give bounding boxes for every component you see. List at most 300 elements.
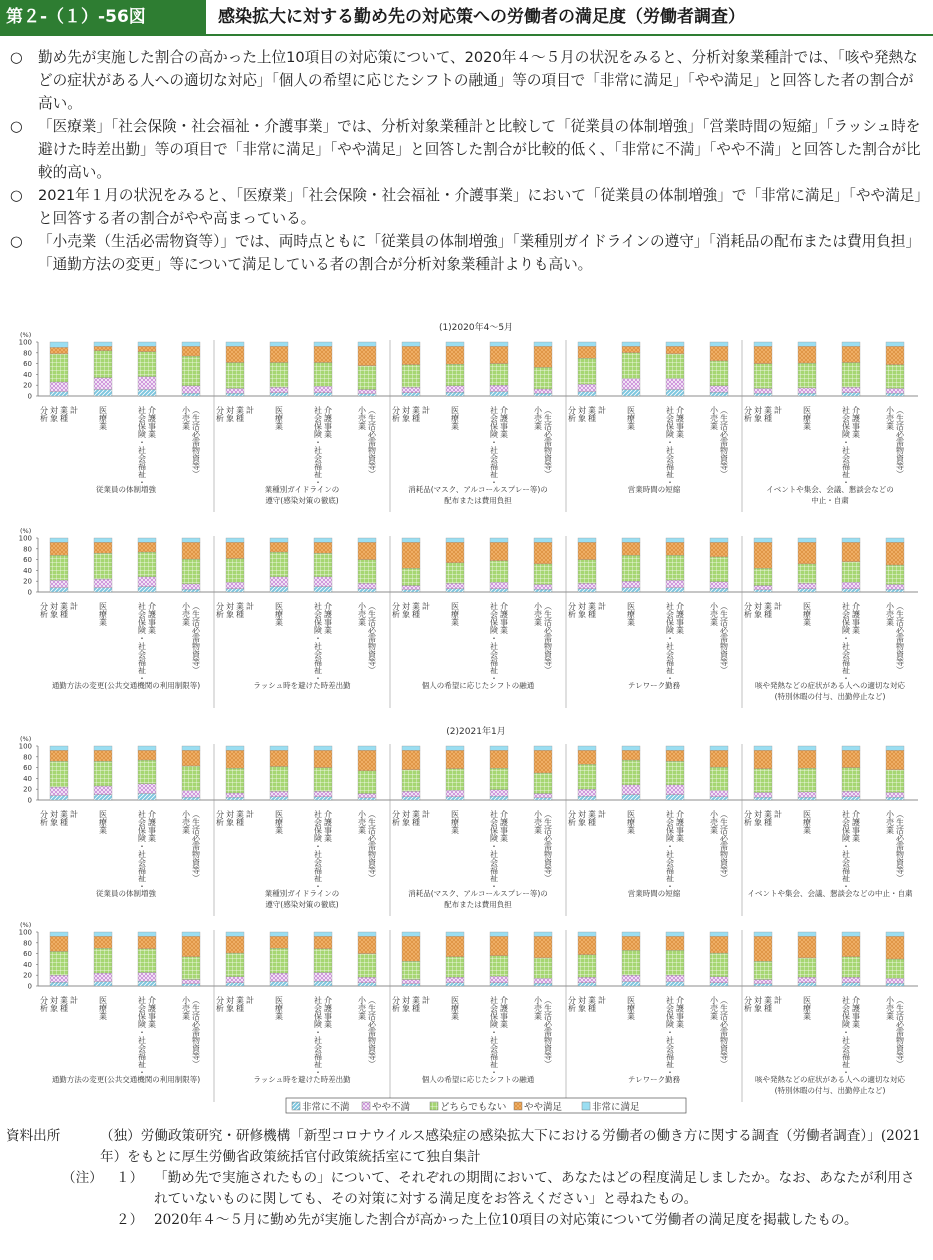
bar-segment xyxy=(226,797,244,800)
category-label: （生活必需物資等） xyxy=(543,996,553,1068)
bar-segment xyxy=(622,975,640,981)
bar-segment xyxy=(578,538,596,542)
bar-segment xyxy=(402,932,420,936)
category-label: 介護事業 xyxy=(499,996,509,1028)
measure-label: 消耗品(マスク、アルコールスプレー等)の xyxy=(408,485,548,494)
bar-segment xyxy=(138,552,156,577)
bar-segment xyxy=(94,351,112,378)
category-label: 業種 xyxy=(587,602,597,618)
category-label: 分析 xyxy=(39,996,49,1012)
category-label: 業種 xyxy=(411,810,421,826)
bar-segment xyxy=(754,586,772,590)
bar-segment xyxy=(754,961,772,979)
category-label: 介護事業 xyxy=(147,810,157,842)
measure-label: 従業員の体制増強 xyxy=(96,485,156,494)
bar-segment xyxy=(446,746,464,750)
bar-segment xyxy=(578,983,596,986)
bar-segment xyxy=(50,750,68,761)
bar-segment xyxy=(50,342,68,347)
category-label: 社会保険・社会福祉・ xyxy=(489,602,499,682)
source-label: 資料出所 xyxy=(6,1128,61,1144)
bar-segment xyxy=(182,538,200,542)
bar-segment xyxy=(842,393,860,396)
bar-segment xyxy=(842,342,860,346)
y-tick-label: 40 xyxy=(23,566,32,575)
bar-segment xyxy=(270,936,288,948)
bullet-mark: ○ xyxy=(10,118,23,135)
bar-segment xyxy=(622,795,640,800)
bar-segment xyxy=(886,538,904,542)
bar-segment xyxy=(754,342,772,346)
category-label: 小売業 xyxy=(357,996,367,1020)
category-label: 対象 xyxy=(49,602,59,618)
measure-label: 業種別ガイドラインの xyxy=(264,889,340,898)
y-tick-label: 80 xyxy=(23,545,32,554)
bar-segment xyxy=(446,386,464,392)
category-label: 小売業 xyxy=(709,996,719,1020)
bar-segment xyxy=(270,746,288,750)
bar-segment xyxy=(182,766,200,791)
category-label: 計 xyxy=(597,996,607,1004)
y-tick-label: 60 xyxy=(23,556,32,565)
bullet-mark: ○ xyxy=(10,233,23,250)
bar-segment xyxy=(138,936,156,948)
bullet-mark: ○ xyxy=(10,187,23,204)
bar-segment xyxy=(94,588,112,592)
summary-text xyxy=(6,46,924,276)
legend-swatch xyxy=(292,1102,300,1110)
bar-segment xyxy=(886,978,904,983)
bar-segment xyxy=(314,587,332,592)
measure-label: 咳や発熱などの症状がある人への適切な対応 xyxy=(755,681,905,690)
category-label: （生活必需物資等） xyxy=(895,810,905,882)
category-label: 業種 xyxy=(587,810,597,826)
bar-segment xyxy=(622,353,640,379)
y-tick-label: 100 xyxy=(18,742,32,751)
bar-segment xyxy=(754,364,772,389)
bar-segment xyxy=(754,346,772,363)
category-label: 対象 xyxy=(753,810,763,826)
bar-segment xyxy=(270,791,288,796)
bar-segment xyxy=(490,796,508,800)
note-number: １） xyxy=(116,1170,144,1186)
bullet-mark: ○ xyxy=(10,49,23,66)
bar-segment xyxy=(138,981,156,986)
bar-segment xyxy=(798,936,816,958)
category-label: 対象 xyxy=(49,996,59,1012)
bar-segment xyxy=(710,953,728,977)
bar-segment xyxy=(50,796,68,800)
bar-segment xyxy=(666,379,684,390)
category-label: 社会保険・社会福祉・ xyxy=(137,810,147,890)
bar-segment xyxy=(446,936,464,957)
category-label: 小売業 xyxy=(181,810,191,834)
category-label: （生活必需物資等） xyxy=(719,810,729,882)
bar-segment xyxy=(666,580,684,588)
y-tick-label: 80 xyxy=(23,349,32,358)
summary-bullet xyxy=(6,184,924,230)
category-label: 計 xyxy=(773,996,783,1004)
category-label: 医療業 xyxy=(450,602,460,626)
bar-segment xyxy=(886,797,904,800)
category-label: 介護事業 xyxy=(851,810,861,842)
measure-label: (特別休暇の付与、出勤停止など) xyxy=(774,692,886,701)
category-label: （生活必需物資等） xyxy=(895,602,905,674)
category-label: 社会保険・社会福祉・ xyxy=(137,996,147,1076)
figure-title: 感染拡大に対する勤め先の対応策への労働者の満足度（労働者調査） xyxy=(218,7,745,27)
bar-segment xyxy=(358,538,376,542)
bar-segment xyxy=(226,363,244,389)
bar-segment xyxy=(754,542,772,568)
bar-segment xyxy=(666,932,684,936)
bar-segment xyxy=(358,746,376,750)
measure-label: イベントや集会、会議、懇談会などの中止・自粛 xyxy=(747,889,913,898)
bar-segment xyxy=(314,342,332,346)
measure-label: 配布または費用負担 xyxy=(444,900,512,909)
bar-segment xyxy=(94,579,112,588)
note-text: 2020年４～５月に勤め先が実施した割合が高かった上位10項目の対応策について労働者の満足度を掲載したもの。 xyxy=(154,1212,858,1228)
category-label: 計 xyxy=(421,602,431,610)
bar-segment xyxy=(138,949,156,973)
bar-segment xyxy=(270,387,288,392)
category-label: （生活必需物資等） xyxy=(719,602,729,674)
bar-segment xyxy=(50,354,68,382)
bar-segment xyxy=(886,365,904,389)
measure-label: (特別休暇の付与、出勤停止など) xyxy=(774,1086,886,1095)
bar-segment xyxy=(710,557,728,582)
category-label: 分析 xyxy=(743,996,753,1012)
bar-segment xyxy=(446,769,464,791)
category-label: 計 xyxy=(69,810,79,818)
category-label: 小売業 xyxy=(709,810,719,834)
bar-segment xyxy=(798,932,816,936)
measure-label: 消耗品(マスク、アルコールスプレー等)の xyxy=(408,889,548,898)
bar-segment xyxy=(754,932,772,936)
category-label: 社会保険・社会福祉・ xyxy=(313,602,323,682)
bar-segment xyxy=(182,936,200,957)
bar-segment xyxy=(226,793,244,797)
category-label: 社会保険・社会福祉・ xyxy=(313,996,323,1076)
bar-segment xyxy=(402,936,420,961)
category-label: 対象 xyxy=(577,996,587,1012)
bar-segment xyxy=(578,955,596,978)
category-label: 対象 xyxy=(577,810,587,826)
bar-segment xyxy=(754,388,772,393)
category-label: 分析 xyxy=(215,406,225,422)
bar-segment xyxy=(358,771,376,794)
bar-segment xyxy=(182,746,200,750)
category-label: （生活必需物資等） xyxy=(191,996,201,1068)
bar-segment xyxy=(710,746,728,750)
bar-segment xyxy=(226,746,244,750)
bar-segment xyxy=(358,394,376,396)
bar-segment xyxy=(138,746,156,750)
category-label: 業種 xyxy=(763,810,773,826)
bar-segment xyxy=(578,750,596,764)
bar-segment xyxy=(666,950,684,975)
bar-segment xyxy=(622,542,640,555)
bar-segment xyxy=(578,358,596,384)
bullet-text: 勤め先が実施した割合の高かった上位10項目の対応策について、2020年４～５月の状況をみると、分析対象業種計では、「咳や発熱などの症状がある人への適切な対応」「個人の希望に応じたシフトの融通」等の項目で「非常に満足」「やや満足」と回答した者の割合が高い。 xyxy=(38,49,918,112)
category-label: 業種 xyxy=(411,602,421,618)
bar-segment xyxy=(226,559,244,583)
note-text: 「勤め先で実施されたもの」について、それぞれの期間において、あなたはどの程度満足しましたか。なお、あなたが利用されていないものに関しても、その対策に対する満足度をお答えください」と尋ねたもの。 xyxy=(154,1170,915,1207)
category-label: 計 xyxy=(245,602,255,610)
bar-segment xyxy=(622,950,640,975)
y-tick-label: 20 xyxy=(23,381,32,390)
bar-segment xyxy=(94,553,112,579)
bar-segment xyxy=(270,750,288,766)
category-label: 分析 xyxy=(391,602,401,618)
bar-segment xyxy=(798,983,816,986)
bar-segment xyxy=(358,936,376,953)
category-label: 計 xyxy=(773,810,783,818)
summary-bullet xyxy=(6,46,924,115)
bar-segment xyxy=(886,388,904,393)
bar-segment xyxy=(138,784,156,794)
bar-segment xyxy=(314,981,332,986)
bar-segment xyxy=(666,982,684,986)
bar-segment xyxy=(798,768,816,792)
bar-segment xyxy=(50,951,68,975)
bar-segment xyxy=(94,932,112,936)
bar-segment xyxy=(446,364,464,386)
bar-segment xyxy=(578,583,596,588)
bar-segment xyxy=(446,977,464,982)
category-label: 介護事業 xyxy=(323,406,333,438)
footer-notes xyxy=(6,1126,926,1231)
y-tick-label: 20 xyxy=(23,785,32,794)
bar-segment xyxy=(94,786,112,795)
y-tick-label: 80 xyxy=(23,753,32,762)
category-label: 介護事業 xyxy=(675,406,685,438)
bar-segment xyxy=(314,949,332,973)
bar-segment xyxy=(50,761,68,787)
measure-label: 従業員の体制増強 xyxy=(96,889,156,898)
category-label: 医療業 xyxy=(274,996,284,1020)
category-label: 対象 xyxy=(753,602,763,618)
bar-segment xyxy=(50,746,68,750)
category-label: 介護事業 xyxy=(499,406,509,438)
category-label: 医療業 xyxy=(98,810,108,834)
category-label: 業種 xyxy=(235,602,245,618)
bar-segment xyxy=(842,363,860,388)
category-label: 業種 xyxy=(763,406,773,422)
bar-segment xyxy=(358,794,376,798)
legend-label: どちらでもない xyxy=(440,1102,507,1113)
bullet-text: 2021年１月の状況をみると、「医療業」「社会保険・社会福祉・介護事業」において「従業員の体制増強」で「非常に満足」「やや満足」と回答する者の割合がやや高まっている。 xyxy=(38,187,922,227)
bar-segment xyxy=(578,746,596,750)
bar-segment xyxy=(182,750,200,766)
bar-segment xyxy=(226,582,244,588)
note-2 xyxy=(6,1210,926,1231)
bar-segment xyxy=(666,750,684,761)
bar-segment xyxy=(754,590,772,592)
category-label: 業種 xyxy=(59,602,69,618)
bar-segment xyxy=(94,795,112,800)
measure-label: 営業時間の短縮 xyxy=(627,485,681,494)
bar-segment xyxy=(182,346,200,356)
bar-segment xyxy=(578,560,596,584)
bar-segment xyxy=(314,768,332,792)
bar-segment xyxy=(314,553,332,577)
category-label: 計 xyxy=(69,406,79,414)
bar-segment xyxy=(94,973,112,982)
bar-segment xyxy=(50,975,68,982)
bar-segment xyxy=(182,386,200,394)
bar-segment xyxy=(842,387,860,392)
category-label: 介護事業 xyxy=(851,996,861,1028)
bar-segment xyxy=(138,377,156,390)
bar-segment xyxy=(226,589,244,592)
category-label: （生活必需物資等） xyxy=(191,602,201,674)
y-tick-label: 60 xyxy=(23,360,32,369)
bar-segment xyxy=(138,390,156,396)
bar-segment xyxy=(402,393,420,396)
category-label: 医療業 xyxy=(802,996,812,1020)
bar-segment xyxy=(402,980,420,984)
bar-segment xyxy=(710,542,728,557)
bar-segment xyxy=(490,936,508,955)
category-label: 医療業 xyxy=(450,996,460,1020)
measure-label: 業種別ガイドラインの xyxy=(264,485,340,494)
bar-segment xyxy=(666,746,684,750)
category-label: 医療業 xyxy=(274,602,284,626)
category-label: 小売業 xyxy=(533,406,543,430)
category-label: 業種 xyxy=(411,996,421,1012)
bar-segment xyxy=(446,538,464,542)
bar-segment xyxy=(666,975,684,981)
bar-segment xyxy=(358,589,376,592)
bar-segment xyxy=(50,392,68,396)
category-label: 分析 xyxy=(567,602,577,618)
bar-segment xyxy=(226,346,244,362)
category-label: （生活必需物資等） xyxy=(895,996,905,1068)
category-label: 医療業 xyxy=(626,406,636,430)
note-number: ２） xyxy=(116,1212,144,1228)
bar-segment xyxy=(886,770,904,793)
bar-segment xyxy=(578,384,596,392)
bar-segment xyxy=(446,932,464,936)
bar-segment xyxy=(798,583,816,588)
measure-label: テレワーク勤務 xyxy=(627,681,681,690)
bar-segment xyxy=(578,932,596,936)
bar-segment xyxy=(754,538,772,542)
bar-segment xyxy=(358,977,376,982)
category-label: 社会保険・社会福祉・ xyxy=(489,996,499,1076)
bar-segment xyxy=(358,750,376,771)
bar-segment xyxy=(798,388,816,393)
bar-segment xyxy=(446,750,464,768)
category-label: 医療業 xyxy=(450,406,460,430)
measure-label: テレワーク勤務 xyxy=(627,1075,681,1084)
bar-segment xyxy=(182,791,200,797)
bar-segment xyxy=(842,746,860,750)
y-tick-label: 60 xyxy=(23,950,32,959)
bullet-text: 「小売業（生活必需物資等）」では、両時点ともに「従業員の体制増強」「業種別ガイドラインの遵守」「消耗品の配布または費用負担」「通勤方法の変更」等について満足している者の割合が分析対象業種計よりも高い。 xyxy=(38,233,921,273)
category-label: 対象 xyxy=(401,996,411,1012)
bar-segment xyxy=(138,342,156,346)
bar-segment xyxy=(622,346,640,352)
y-tick-label: 60 xyxy=(23,764,32,773)
y-tick-label: 80 xyxy=(23,939,32,948)
bar-segment xyxy=(842,957,860,978)
legend-label: 非常に満足 xyxy=(592,1102,640,1113)
category-label: 対象 xyxy=(225,602,235,618)
bar-segment xyxy=(534,389,552,393)
bar-segment xyxy=(710,977,728,983)
bar-segment xyxy=(842,983,860,986)
bar-segment xyxy=(226,953,244,977)
bar-segment xyxy=(490,385,508,391)
bar-segment xyxy=(226,932,244,936)
bar-segment xyxy=(534,589,552,592)
bar-segment xyxy=(622,581,640,587)
y-tick-label: 20 xyxy=(23,971,32,980)
category-label: 分析 xyxy=(215,602,225,618)
bar-segment xyxy=(886,983,904,986)
bar-segment xyxy=(842,582,860,588)
category-label: 対象 xyxy=(401,602,411,618)
bar-segment xyxy=(226,342,244,346)
legend-swatch xyxy=(514,1102,522,1110)
bar-segment xyxy=(842,346,860,362)
bar-segment xyxy=(490,589,508,592)
bar-segment xyxy=(578,789,596,796)
bar-segment xyxy=(622,342,640,346)
bar-segment xyxy=(94,948,112,973)
bar-segment xyxy=(358,390,376,394)
bar-segment xyxy=(490,342,508,346)
category-label: 業種 xyxy=(411,406,421,422)
bar-segment xyxy=(754,568,772,585)
bar-segment xyxy=(314,386,332,392)
bar-segment xyxy=(710,582,728,588)
category-label: 対象 xyxy=(225,406,235,422)
category-label: 小売業 xyxy=(533,810,543,834)
bar-segment xyxy=(578,392,596,396)
measure-label: 通勤方法の変更(公共交通機関の利用制限等) xyxy=(51,681,201,690)
category-label: （生活必需物資等） xyxy=(895,406,905,478)
bar-segment xyxy=(138,577,156,587)
bar-segment xyxy=(94,750,112,761)
bar-segment xyxy=(94,982,112,986)
category-label: 対象 xyxy=(753,406,763,422)
bar-segment xyxy=(402,568,420,585)
bar-segment xyxy=(182,932,200,936)
category-label: 医療業 xyxy=(98,602,108,626)
category-label: 介護事業 xyxy=(675,810,685,842)
category-label: 対象 xyxy=(49,406,59,422)
bar-segment xyxy=(358,542,376,559)
category-label: 小売業 xyxy=(357,602,367,626)
bar-segment xyxy=(490,768,508,790)
bar-segment xyxy=(710,538,728,542)
category-label: 分析 xyxy=(567,406,577,422)
bar-segment xyxy=(622,750,640,760)
measure-label: イベントや集会、会議、懇談会などの xyxy=(766,485,894,494)
category-label: 分析 xyxy=(391,996,401,1012)
bar-segment xyxy=(710,767,728,791)
bar-segment xyxy=(534,538,552,542)
bar-segment xyxy=(226,983,244,986)
bar-segment xyxy=(534,393,552,396)
bar-segment xyxy=(798,393,816,396)
bar-segment xyxy=(578,796,596,800)
bar-segment xyxy=(50,936,68,951)
bar-segment xyxy=(578,977,596,982)
bar-segment xyxy=(314,936,332,948)
